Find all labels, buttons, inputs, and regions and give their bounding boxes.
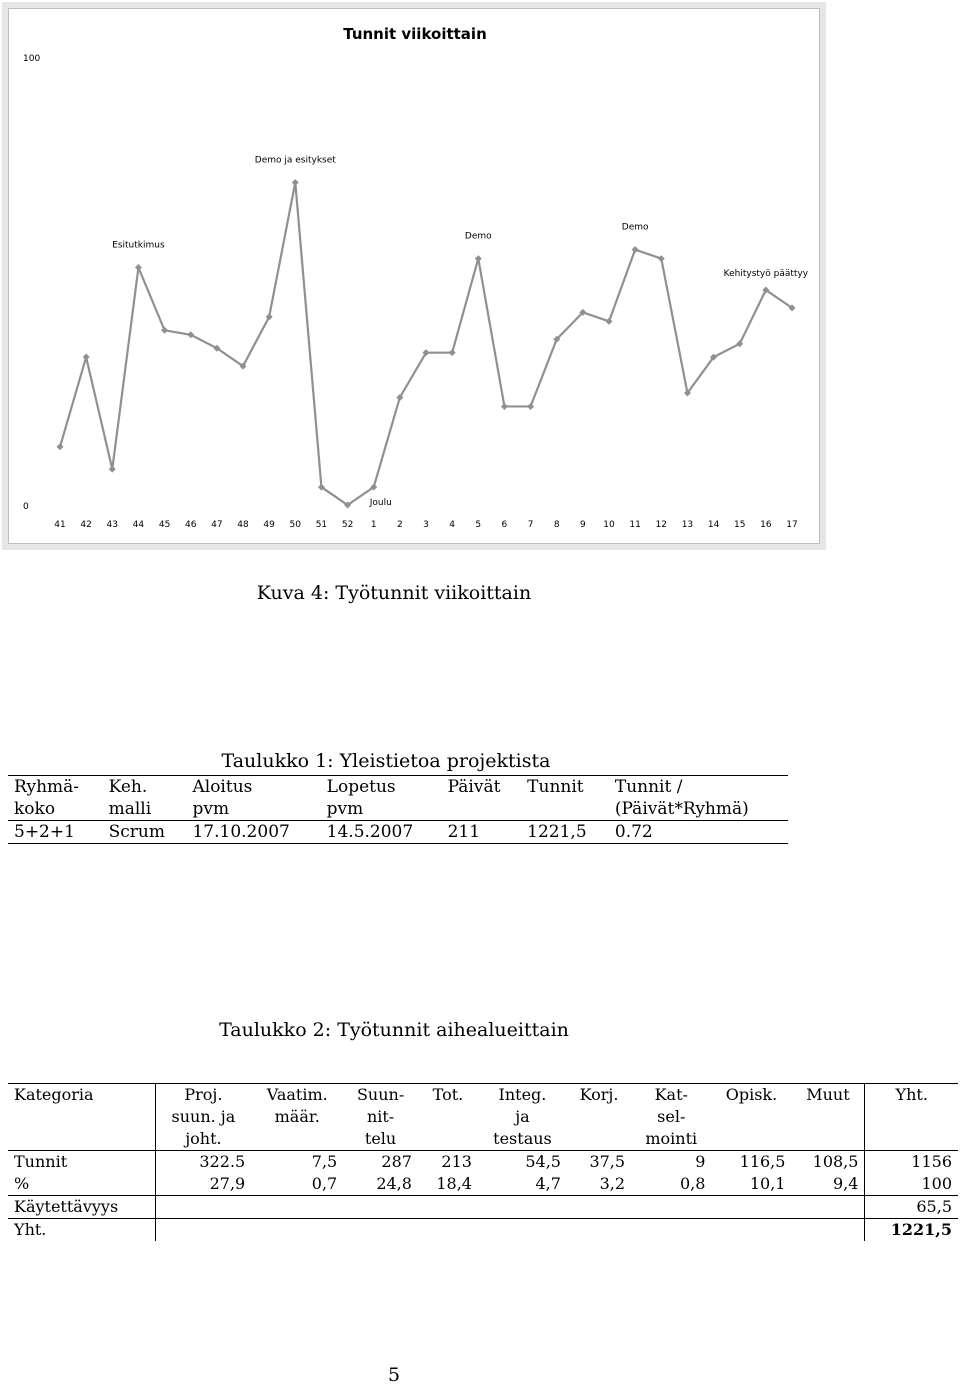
- t1-c2: 17.10.2007: [192, 822, 290, 842]
- annotation-label: Kehitystyö päättyy: [723, 268, 809, 279]
- table2-header-row1: [8, 1084, 958, 1107]
- data-point: [527, 403, 534, 410]
- t2-r1-c0: %: [8, 1173, 155, 1196]
- data-point: [449, 349, 456, 356]
- t2-r0-c1: 322.5: [199, 1152, 246, 1171]
- x-tick-label: 17: [786, 520, 798, 530]
- x-tick-label: 51: [315, 520, 328, 530]
- x-tick-label: 15: [733, 520, 746, 530]
- t2-kaytettavyys-value: 65,5: [916, 1197, 952, 1216]
- t2-h-4b: [418, 1106, 478, 1128]
- x-tick-label: 1: [370, 520, 377, 530]
- t2-h-2a: Vaatim.: [266, 1085, 328, 1104]
- annotation-label: Joulu: [369, 498, 392, 509]
- t1-h1-3: Lopetus: [326, 777, 396, 797]
- t1-h1-6: Tunnit /: [614, 777, 683, 797]
- x-tick-label: 16: [760, 520, 772, 530]
- x-tick-label: 12: [655, 520, 668, 530]
- x-tick-label: 2: [396, 520, 403, 530]
- annotation-label: Esitutkimus: [112, 240, 165, 251]
- t2-h-8b: [711, 1106, 791, 1128]
- line-chart: [8, 8, 820, 544]
- t2-h-0c: [8, 1128, 155, 1151]
- t2-r1-c8: 10,1: [749, 1174, 786, 1193]
- t1-c1: Scrum: [108, 822, 165, 842]
- y-tick-label: 100: [23, 54, 41, 64]
- x-tick-label: 14: [707, 520, 720, 530]
- chart-svg: [9, 9, 821, 545]
- t2-h-10c: [865, 1128, 958, 1151]
- annotation-label: Demo ja esitykset: [254, 155, 336, 166]
- x-tick-label: 50: [289, 520, 302, 530]
- data-point: [109, 466, 116, 473]
- t1-h1-0: Ryhmä-: [14, 777, 80, 797]
- y-tick-label: 0: [23, 502, 29, 512]
- x-tick-label: 8: [553, 520, 560, 530]
- data-point: [292, 179, 299, 186]
- x-tick-label: 3: [423, 520, 429, 530]
- t2-h-9b: [791, 1106, 865, 1128]
- x-tick-label: 46: [184, 520, 197, 530]
- t2-h-6a: Korj.: [579, 1085, 619, 1104]
- x-tick-label: 44: [132, 520, 145, 530]
- t2-h-4a: Tot.: [432, 1085, 464, 1104]
- table1-header-row2: [8, 798, 788, 821]
- x-tick-label: 7: [527, 520, 534, 530]
- t1-h2-2: pvm: [192, 799, 230, 819]
- table1: [8, 775, 788, 844]
- x-tick-label: 5: [475, 520, 482, 530]
- t2-h-6c: [567, 1128, 631, 1151]
- x-tick-label: 10: [603, 520, 615, 530]
- t2-h-1b: suun. ja: [171, 1107, 236, 1126]
- t2-h-5a: Integ.: [498, 1085, 547, 1104]
- chart-title: Tunnit viikoittain: [343, 25, 487, 43]
- t1-c5: 1221,5: [527, 822, 587, 842]
- x-tick-label: 9: [579, 520, 586, 530]
- x-tick-label: 52: [341, 520, 354, 530]
- t2-total-label: Yht.: [8, 1219, 155, 1242]
- t2-r0-c0: Tunnit: [8, 1151, 155, 1174]
- t2-h-kategoria: Kategoria: [8, 1084, 155, 1107]
- t1-c4: 211: [447, 822, 481, 842]
- t2-total-value: 1221,5: [890, 1220, 952, 1239]
- data-point: [475, 255, 482, 262]
- t2-r0-c10: 1156: [911, 1152, 952, 1171]
- table1-header-row1: [8, 776, 788, 799]
- table2-header-row2: [8, 1106, 958, 1128]
- t2-r0-c3: 287: [381, 1152, 412, 1171]
- table2-caption: Taulukko 2: Työtunnit aihealueittain: [219, 1019, 569, 1041]
- t1-h1-4: Päivät: [447, 777, 501, 797]
- t2-h-2b: määr.: [274, 1107, 320, 1126]
- x-tick-label: 4: [449, 520, 456, 530]
- t2-r1-c6: 3,2: [599, 1174, 626, 1193]
- table-row-total: [8, 1219, 958, 1242]
- t2-h-1c: joht.: [185, 1129, 222, 1148]
- x-tick-label: 48: [237, 520, 249, 530]
- t2-r0-c2: 7,5: [311, 1152, 338, 1171]
- t2-r0-c8: 116,5: [739, 1152, 786, 1171]
- t2-r1-c3: 24,8: [376, 1174, 412, 1193]
- x-tick-label: 41: [54, 520, 66, 530]
- x-tick-label: 6: [501, 520, 508, 530]
- t1-c0: 5+2+1: [14, 822, 75, 842]
- t2-h-3c: telu: [364, 1129, 397, 1148]
- t2-h-10a: Yht.: [895, 1085, 928, 1104]
- x-tick-label: 11: [629, 520, 641, 530]
- t2-h-4c: [418, 1128, 478, 1151]
- t2-h-1a: Proj.: [184, 1085, 223, 1104]
- t2-r1-c2: 0,7: [311, 1174, 338, 1193]
- page-number: 5: [387, 1364, 401, 1386]
- t2-r0-c7: 9: [695, 1152, 706, 1171]
- t2-total-empty: [155, 1219, 865, 1242]
- t2-kaytettavyys-empty: [155, 1196, 865, 1219]
- t2-r0-c5: 54,5: [525, 1152, 561, 1171]
- t2-h-7a: Kat-: [654, 1085, 688, 1104]
- t2-h-5c: testaus: [493, 1129, 552, 1148]
- t2-h-2c: [251, 1128, 343, 1151]
- figure-caption: Kuva 4: Työtunnit viikoittain: [256, 582, 532, 604]
- t2-h-9a: Muut: [791, 1084, 865, 1107]
- t1-h2-6: (Päivät*Ryhmä): [614, 799, 749, 819]
- data-point: [57, 443, 64, 450]
- t2-r1-c5: 4,7: [535, 1174, 561, 1193]
- data-point: [501, 403, 508, 410]
- table-row: [8, 1151, 958, 1174]
- t2-r1-c10: 100: [921, 1174, 952, 1193]
- t1-h1-2: Aloitus: [192, 777, 253, 797]
- t2-h-8c: [711, 1128, 791, 1151]
- t2-h-7c: mointi: [645, 1129, 698, 1148]
- t1-h2-5: [521, 798, 609, 821]
- table1-data-row: [8, 821, 788, 844]
- x-tick-label: 49: [263, 520, 275, 530]
- t2-h-10b: [865, 1106, 958, 1128]
- t2-r0-c6: 37,5: [589, 1152, 626, 1171]
- table-row: [8, 1173, 958, 1196]
- series-line: [60, 182, 792, 505]
- t2-r0-c9: 108,5: [791, 1151, 865, 1174]
- t2-kaytettavyys-label: Käytettävyys: [8, 1196, 155, 1219]
- x-tick-label: 43: [106, 520, 119, 530]
- x-tick-label: 13: [681, 520, 694, 530]
- table1-caption: Taulukko 1: Yleistietoa projektista: [221, 750, 551, 772]
- data-point: [658, 255, 665, 262]
- table2-header-row3: [8, 1128, 958, 1151]
- data-point: [83, 354, 90, 361]
- t2-r1-c4: 18,4: [436, 1174, 472, 1193]
- data-point: [632, 246, 639, 253]
- t1-h2-0: koko: [14, 799, 56, 819]
- t1-c6: 0.72: [614, 822, 653, 842]
- t1-c3: 14.5.2007: [326, 822, 414, 842]
- x-tick-label: 45: [158, 520, 171, 530]
- t2-h-6b: [567, 1106, 631, 1128]
- t1-h2-1: malli: [108, 799, 152, 819]
- t2-h-9c: [791, 1128, 865, 1151]
- annotation-label: Demo: [621, 222, 649, 233]
- x-tick-label: 47: [211, 520, 223, 530]
- annotation-label: Demo: [464, 231, 492, 242]
- data-point: [606, 318, 613, 325]
- data-point: [135, 264, 142, 271]
- t1-h2-4: [442, 798, 522, 821]
- t2-r1-c1: 27,9: [209, 1174, 246, 1193]
- table-row-kaytettavyys: [8, 1196, 958, 1219]
- chart-frame: [2, 2, 826, 550]
- t2-h-8a: Opisk.: [725, 1085, 778, 1104]
- t2-h-3a: Suun-: [356, 1085, 405, 1104]
- table2: [8, 1083, 958, 1241]
- t1-h1-5: Tunnit: [527, 777, 584, 797]
- t2-r1-c9: 9,4: [791, 1173, 865, 1196]
- x-tick-label: 42: [80, 520, 92, 530]
- data-point: [161, 327, 168, 334]
- t2-h-0b: [8, 1106, 155, 1128]
- t1-h1-1: Keh.: [108, 777, 148, 797]
- t2-h-5b: ja: [515, 1107, 530, 1126]
- t1-h2-3: pvm: [326, 799, 364, 819]
- t2-r0-c4: 213: [441, 1152, 472, 1171]
- t2-r1-c7: 0,8: [680, 1174, 706, 1193]
- t2-h-3b: nit-: [366, 1107, 395, 1126]
- t2-h-7b: sel-: [657, 1107, 686, 1126]
